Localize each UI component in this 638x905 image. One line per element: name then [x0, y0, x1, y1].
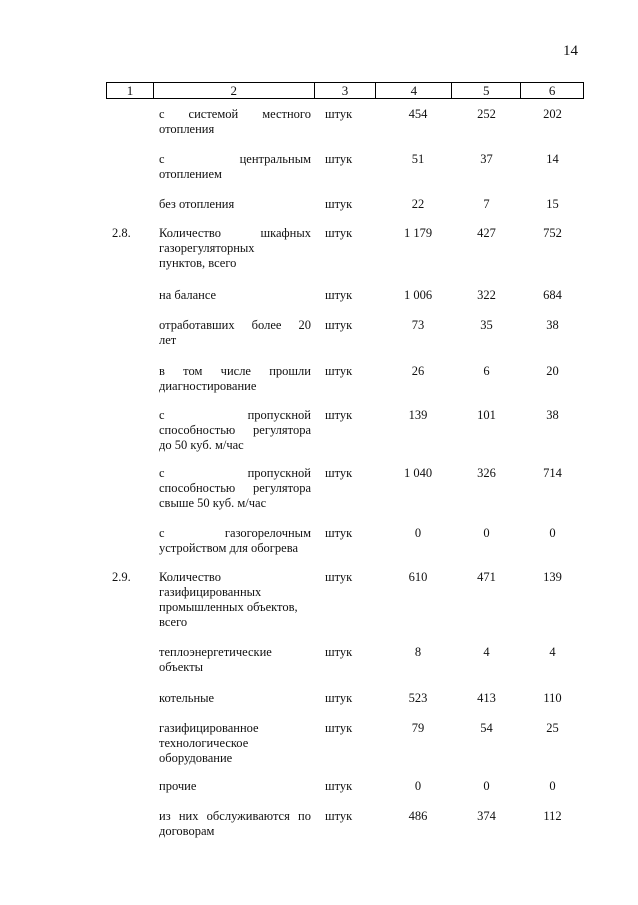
description-line: газифицированное [159, 721, 259, 735]
value-col-5: 7 [483, 197, 490, 211]
table-row [106, 570, 584, 630]
table-row [106, 466, 584, 511]
value-col-6: 714 [543, 466, 562, 480]
column-header-1: 1 [107, 83, 154, 98]
row-number [106, 408, 153, 453]
value-col-5: 0 [483, 526, 490, 540]
unit-cell: штук [325, 721, 353, 735]
row-number [106, 364, 153, 394]
unit-cell: штук [325, 318, 353, 332]
description-line: лет [159, 333, 177, 347]
value-col-4: 0 [414, 779, 422, 793]
value-col-5: 471 [477, 570, 496, 584]
description-line: пунктов, всего [159, 256, 237, 270]
description-line: прочие [159, 779, 197, 793]
row-number [106, 466, 153, 511]
description-line: договорам [159, 824, 215, 838]
table-row [106, 779, 584, 794]
description-line: до 50 куб. м/час [159, 438, 244, 452]
description-line: оборудование [159, 751, 233, 765]
row-description [153, 226, 313, 271]
column-header-3: 3 [315, 83, 377, 98]
description-line: свыше 50 куб. м/час [159, 496, 267, 510]
value-col-5: 427 [477, 226, 496, 240]
description-line: технологическое [159, 736, 249, 750]
row-number [106, 809, 153, 839]
row-description [153, 408, 313, 453]
unit-cell: штук [325, 197, 353, 211]
value-col-6: 202 [543, 107, 562, 121]
value-col-5: 252 [477, 107, 496, 121]
description-line: способностью регулятора [159, 481, 311, 495]
description-line: в том числе прошли [159, 364, 311, 378]
unit-cell: штук [325, 107, 353, 121]
value-col-4: 8 [414, 645, 422, 659]
description-line: с пропускной [159, 408, 311, 422]
row-number: 2.9. [112, 570, 131, 584]
value-col-4: 0 [414, 526, 422, 540]
table-row [106, 107, 584, 137]
description-line: отопления [159, 122, 215, 136]
description-line: с пропускной [159, 466, 311, 480]
value-col-5: 326 [477, 466, 496, 480]
row-number [106, 107, 153, 137]
value-col-5: 0 [483, 779, 490, 793]
value-col-5: 35 [480, 318, 493, 332]
column-header-5: 5 [452, 83, 521, 98]
description-line: промышленных объектов, [159, 600, 298, 614]
row-description [153, 570, 313, 630]
description-line: способностью регулятора [159, 423, 311, 437]
value-col-6: 20 [546, 364, 559, 378]
value-col-4: 1 040 [403, 466, 433, 480]
row-description [153, 197, 313, 212]
unit-cell: штук [325, 645, 353, 659]
description-line: диагностирование [159, 379, 257, 393]
value-col-6: 0 [549, 526, 556, 540]
row-description [153, 721, 313, 766]
table-row [106, 318, 584, 348]
description-line: котельные [159, 691, 215, 705]
value-col-6: 38 [546, 318, 559, 332]
data-table [106, 82, 584, 838]
description-line: из них обслуживаются по [159, 809, 311, 823]
description-line: без отопления [159, 197, 235, 211]
value-col-4: 1 179 [403, 226, 433, 240]
row-description [153, 645, 313, 675]
unit-cell: штук [325, 408, 353, 422]
value-col-5: 101 [477, 408, 496, 422]
value-col-4: 51 [411, 152, 425, 166]
row-number [106, 197, 153, 212]
unit-cell: штук [325, 466, 353, 480]
value-col-5: 413 [477, 691, 496, 705]
value-col-5: 37 [480, 152, 493, 166]
row-number [106, 318, 153, 348]
unit-cell: штук [325, 288, 353, 302]
row-description [153, 152, 313, 182]
description-line: Количество [159, 570, 221, 584]
value-col-6: 38 [546, 408, 559, 422]
table-row [106, 809, 584, 839]
table-header [106, 82, 584, 99]
row-number: 2.8. [112, 226, 131, 240]
table-row [106, 226, 584, 271]
row-description [153, 318, 313, 348]
description-line: на балансе [159, 288, 217, 302]
table-row [106, 645, 584, 675]
value-col-4: 26 [411, 364, 425, 378]
value-col-5: 54 [480, 721, 493, 735]
value-col-5: 6 [483, 364, 490, 378]
description-line: устройством для обогрева [159, 541, 299, 555]
unit-cell: штук [325, 526, 353, 540]
description-line: всего [159, 615, 188, 629]
table-row [106, 526, 584, 556]
unit-cell: штук [325, 152, 353, 166]
description-line: газифицированных [159, 585, 262, 599]
unit-cell: штук [325, 364, 353, 378]
value-col-4: 1 006 [403, 288, 433, 302]
value-col-6: 110 [543, 691, 562, 705]
description-line: с центральным [159, 152, 311, 166]
row-description [153, 779, 313, 794]
value-col-6: 4 [549, 645, 556, 659]
value-col-6: 684 [543, 288, 562, 302]
table-row [106, 691, 584, 706]
value-col-6: 752 [543, 226, 562, 240]
row-description [153, 107, 313, 137]
description-line: с системой местного [159, 107, 311, 121]
description-line: отоплением [159, 167, 222, 181]
row-number [106, 779, 153, 794]
value-col-5: 374 [477, 809, 496, 823]
column-header-6: 6 [521, 83, 584, 98]
description-line: теплоэнергетические [159, 645, 272, 659]
description-line: объекты [159, 660, 204, 674]
value-col-6: 25 [546, 721, 559, 735]
table-row [106, 364, 584, 394]
row-description [153, 691, 313, 706]
page-number: 14 [563, 43, 578, 59]
row-number [106, 691, 153, 706]
row-description [153, 288, 313, 303]
table-row [106, 288, 584, 303]
row-number [106, 152, 153, 182]
value-col-4: 139 [408, 408, 428, 422]
table-row [106, 152, 584, 182]
description-line: с газогорелочным [159, 526, 311, 540]
value-col-4: 454 [408, 107, 428, 121]
value-col-6: 15 [546, 197, 559, 211]
value-col-4: 73 [411, 318, 425, 332]
value-col-4: 79 [411, 721, 425, 735]
row-description [153, 809, 313, 839]
description-line: газорегуляторных [159, 241, 255, 255]
column-header-4: 4 [376, 83, 452, 98]
row-number [106, 721, 153, 766]
value-col-4: 486 [408, 809, 428, 823]
description-line: отработавших более 20 [159, 318, 311, 332]
unit-cell: штук [325, 779, 353, 793]
row-description [153, 466, 313, 511]
row-number [106, 288, 153, 303]
unit-cell: штук [325, 809, 353, 823]
value-col-5: 4 [483, 645, 490, 659]
value-col-6: 139 [543, 570, 562, 584]
value-col-4: 610 [408, 570, 428, 584]
table-row [106, 408, 584, 453]
unit-cell: штук [325, 226, 353, 240]
table-row [106, 197, 584, 212]
value-col-6: 0 [549, 779, 556, 793]
row-number [106, 526, 153, 556]
column-header-2: 2 [154, 83, 315, 98]
value-col-4: 523 [408, 691, 428, 705]
row-description [153, 526, 313, 556]
row-description [153, 364, 313, 394]
value-col-5: 322 [477, 288, 496, 302]
value-col-6: 112 [543, 809, 562, 823]
unit-cell: штук [325, 691, 353, 705]
description-line: Количество шкафных [159, 226, 311, 240]
value-col-6: 14 [546, 152, 559, 166]
table-row [106, 721, 584, 766]
value-col-4: 22 [411, 197, 425, 211]
row-number [106, 645, 153, 675]
unit-cell: штук [325, 570, 353, 584]
